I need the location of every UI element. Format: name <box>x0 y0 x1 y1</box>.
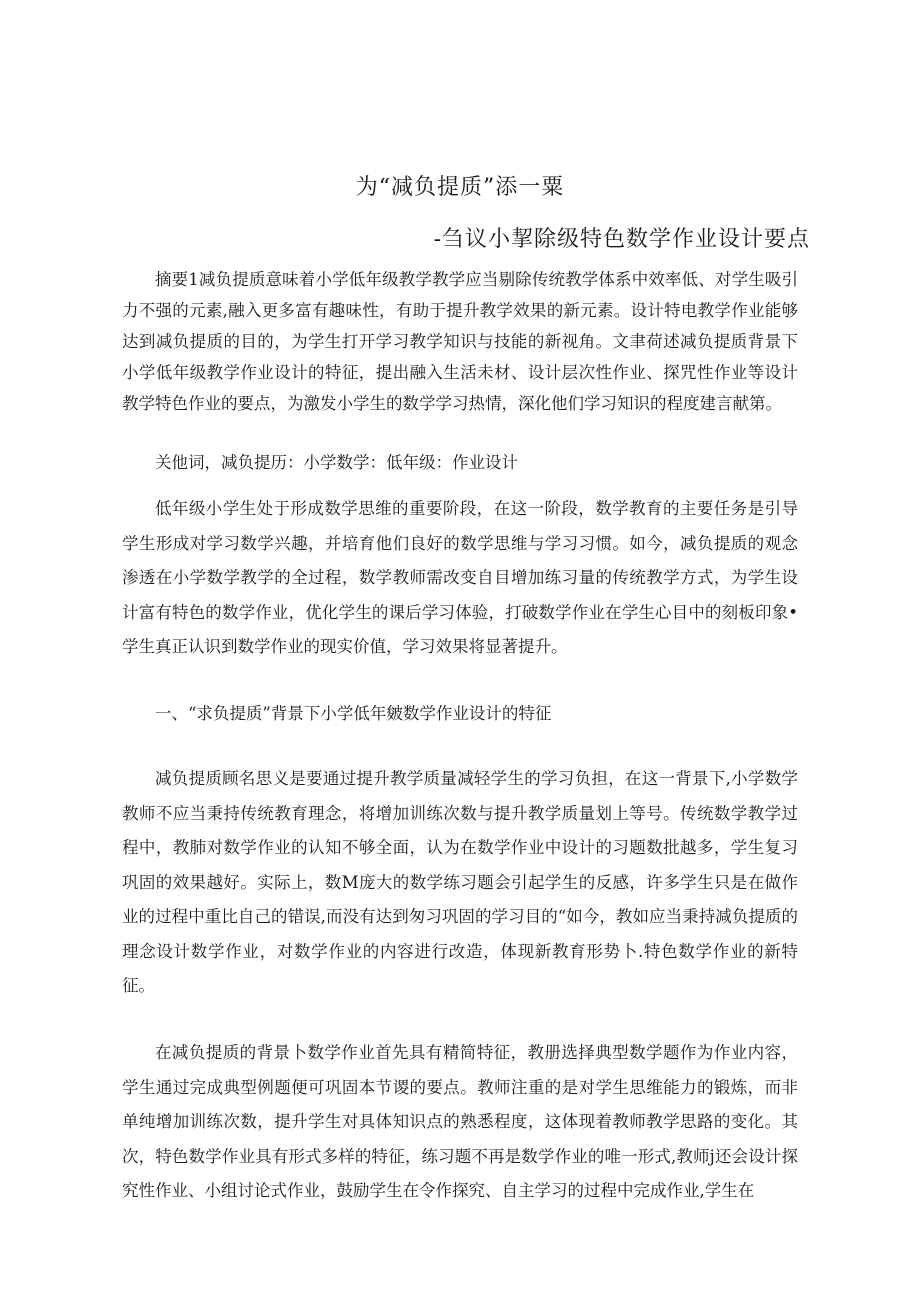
document-subtitle: -刍议小挈除级特色数学作业设计要点 <box>433 227 810 252</box>
keywords-line: 关他词，减负提历：小学数学：低年级：作业设计 <box>155 453 518 472</box>
intro-paragraph: 低年级小学生处于形成数学思维的重要阶段，在这一阶段，数学教育的主要任务是引导学生形成对学习数学兴趣，并培育他们良好的数学思维与学习习惯。如今，减负提质的观念渗透在小学数学教学的全过程，数学教师需改变自目增加练习量的传统教学方式，为学生设计富有特色的数学作业，优化学生的课后学习体验，打破数学作业在学生心目中的刻板印象•学生真正认识到数学作业的现实价值，学习效果将显著提升。 <box>122 499 798 656</box>
abstract-paragraph: 摘要1减负提质意味着小学低年级教学教学应当剔除传统教学体系中效率低、对学生吸引力不强的元素,融入更多富有趣味性，有助于提升教学效果的新元素。设计特电教学作业能够达到减负提质的目的，为学生打开学习教学知识与技能的新视角。文聿荷述减负提质背景下小学低年级教学作业设计的特征，提出融入生活未材、设计层次性作业、探咒性作业等设计教学特色作业的要点，为激发小学生的数学学习热情，深化他们学习知识的程度建言献第。 <box>122 270 798 413</box>
body-paragraph: 减负提质顾名思义是要通过提升教学质量减轻学生的学习负担，在这一背景下,小学数学教师不应当秉持传统教育理念，将增加训练次数与提升教学质量划上等号。传统数学教学过程中，教肺对数学作业的认知不够全面，认为在数学作业中设计的习题数批越多，学生复习巩固的效果越好。实际上，数M庞大的数学练习题会引起学生的反感，许多学生只是在做作业的过程中重比自己的错误,而没有达到匆习巩固的学习目的“如今，教如应当秉持减负提质的理念设计数学作业，对数学作业的内容进行改造，体现新教育形势卜.特色数学作业的新特征。 <box>122 769 798 995</box>
document-title: 为“减负提质”添一粟 <box>355 175 565 200</box>
body-paragraph: 在减负提质的背景卜数学作业首先具有精简特征，教册选择典型数学题作为作业内容，学生通过完成典型例题便可巩固本节谡的要点。教师注重的是对学生思维能力的锻炼，而非单纯增加训练次数，提升学生对具体知识点的熟悉程度，这体现着教师教学思路的变化。其次，特色数学作业具有形式多样的特征，练习题不再是数学作业的唯一形式,教师j还会设计探究性作业、小组讨论式作业，鼓励学生在令作探究、自主学习的过程中完成作业,学生在 <box>122 1043 798 1200</box>
section-heading: 一、“求负提质”背景下小学低年皴数学作业设计的特征 <box>155 704 552 723</box>
